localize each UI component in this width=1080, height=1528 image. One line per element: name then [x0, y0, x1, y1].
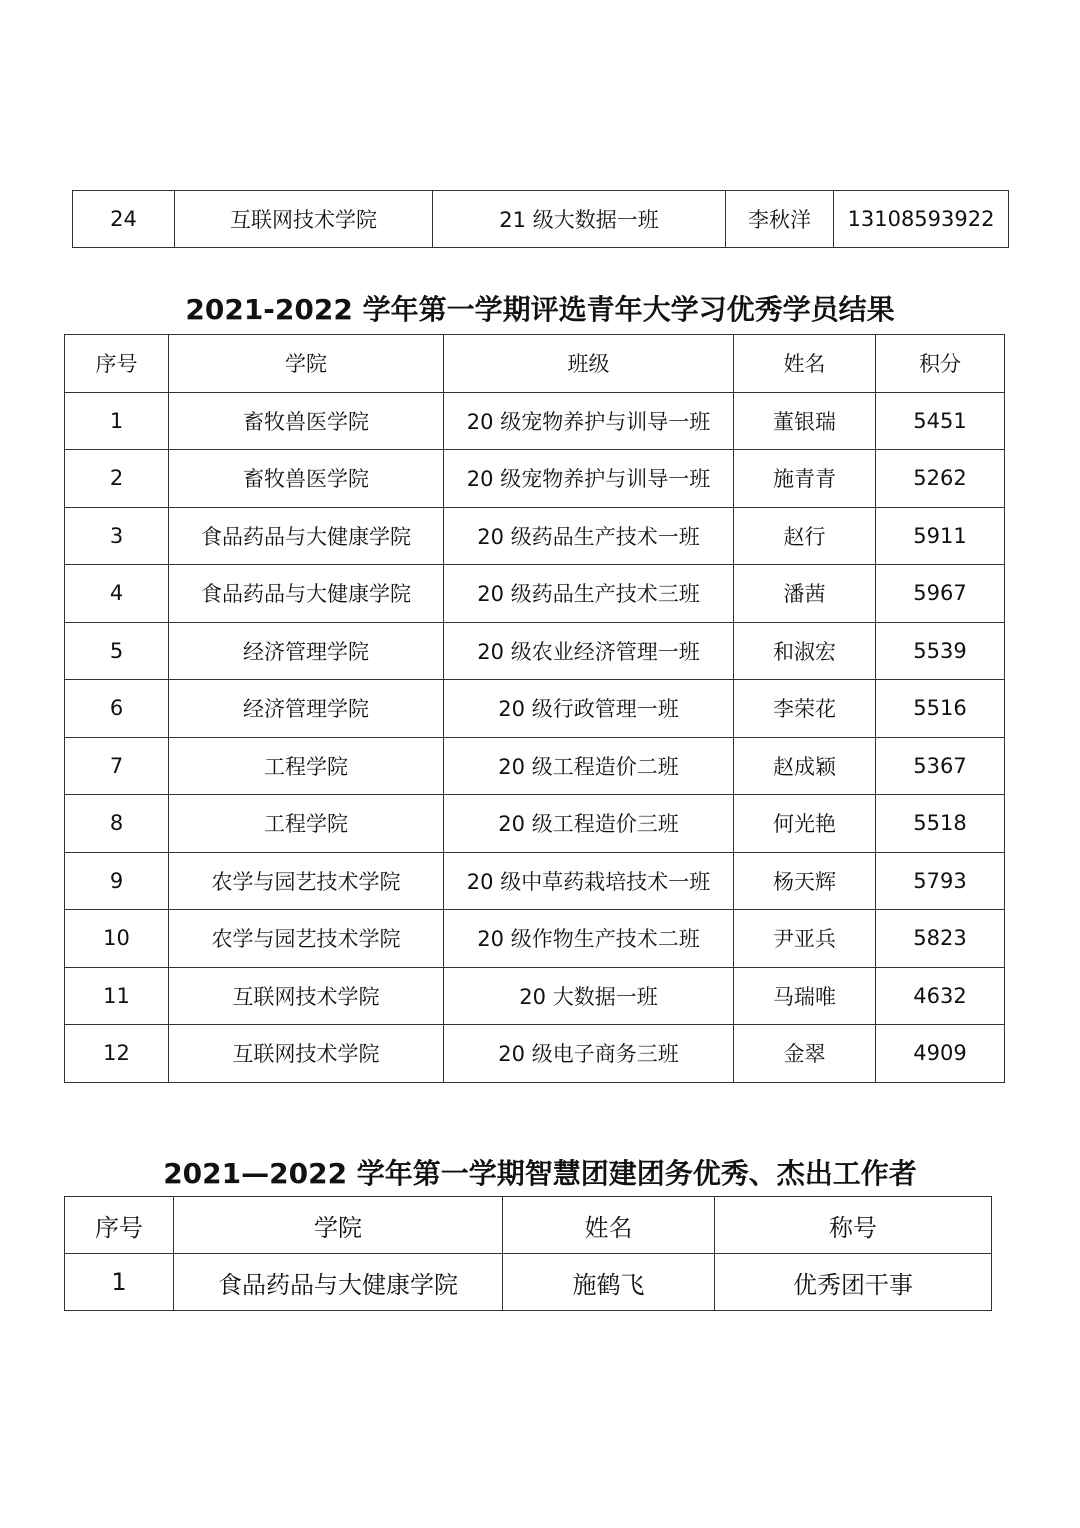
cell-class: 20 级作物生产技术二班 — [444, 910, 734, 968]
cell-college: 经济管理学院 — [169, 680, 444, 738]
cell-score: 5911 — [876, 507, 1005, 565]
cell-class: 20 大数据一班 — [444, 967, 734, 1025]
cell-score: 4909 — [876, 1025, 1005, 1083]
cell-score: 5793 — [876, 852, 1005, 910]
cell-class: 20 级电子商务三班 — [444, 1025, 734, 1083]
cell-name: 李秋洋 — [726, 191, 834, 248]
table-row — [65, 967, 1005, 1025]
cell-name: 马瑞唯 — [734, 967, 876, 1025]
cell-score: 5518 — [876, 795, 1005, 853]
cell-score: 5539 — [876, 622, 1005, 680]
column-header-name: 姓名 — [734, 335, 876, 393]
cell-class: 21 级大数据一班 — [433, 191, 726, 248]
cell-no: 1 — [65, 1254, 174, 1311]
cell-name: 董银瑞 — [734, 392, 876, 450]
cell-no: 11 — [65, 967, 169, 1025]
cell-college: 经济管理学院 — [169, 622, 444, 680]
cell-name: 和淑宏 — [734, 622, 876, 680]
column-header-class: 班级 — [444, 335, 734, 393]
cell-no: 5 — [65, 622, 169, 680]
cell-name: 赵成颖 — [734, 737, 876, 795]
column-header-college: 学院 — [174, 1197, 503, 1254]
cell-class: 20 级行政管理一班 — [444, 680, 734, 738]
cell-name: 施青青 — [734, 450, 876, 508]
cell-name: 李荣花 — [734, 680, 876, 738]
cell-class: 20 级中草药栽培技术一班 — [444, 852, 734, 910]
table-row — [73, 191, 1009, 248]
cell-honor: 优秀团干事 — [715, 1254, 992, 1311]
cell-class: 20 级工程造价二班 — [444, 737, 734, 795]
table-row — [65, 852, 1005, 910]
table-row — [65, 507, 1005, 565]
study-results-table — [64, 334, 1005, 1083]
cell-score: 5262 — [876, 450, 1005, 508]
table-row — [65, 1025, 1005, 1083]
cell-score: 4632 — [876, 967, 1005, 1025]
table-row — [65, 737, 1005, 795]
table-header-row — [65, 1197, 992, 1254]
cell-no: 2 — [65, 450, 169, 508]
cell-name: 尹亚兵 — [734, 910, 876, 968]
cell-college: 工程学院 — [169, 795, 444, 853]
cell-name: 何光艳 — [734, 795, 876, 853]
cell-college: 畜牧兽医学院 — [169, 392, 444, 450]
cell-college: 食品药品与大健康学院 — [169, 565, 444, 623]
column-header-college: 学院 — [169, 335, 444, 393]
table-row — [65, 622, 1005, 680]
cell-class: 20 级药品生产技术一班 — [444, 507, 734, 565]
cell-class: 20 级宠物养护与训导一班 — [444, 392, 734, 450]
cell-no: 10 — [65, 910, 169, 968]
cell-college: 畜牧兽医学院 — [169, 450, 444, 508]
section-title-league: 2021—2022 学年第一学期智慧团建团务优秀、杰出工作者 — [163, 1157, 917, 1190]
cell-college: 食品药品与大健康学院 — [174, 1254, 503, 1311]
cell-score: 5451 — [876, 392, 1005, 450]
carry-over-table — [72, 190, 1009, 248]
cell-college: 互联网技术学院 — [175, 191, 433, 248]
cell-college: 互联网技术学院 — [169, 1025, 444, 1083]
table-row — [65, 795, 1005, 853]
cell-college: 农学与园艺技术学院 — [169, 910, 444, 968]
table-row — [65, 565, 1005, 623]
table-row — [65, 1254, 992, 1311]
cell-class: 20 级工程造价三班 — [444, 795, 734, 853]
cell-class: 20 级宠物养护与训导一班 — [444, 450, 734, 508]
cell-college: 工程学院 — [169, 737, 444, 795]
cell-college: 农学与园艺技术学院 — [169, 852, 444, 910]
table-row — [65, 680, 1005, 738]
column-header-score: 积分 — [876, 335, 1005, 393]
cell-name: 金翠 — [734, 1025, 876, 1083]
table-header-row — [65, 335, 1005, 393]
cell-class: 20 级农业经济管理一班 — [444, 622, 734, 680]
cell-no: 6 — [65, 680, 169, 738]
cell-no: 24 — [73, 191, 175, 248]
table-row — [65, 392, 1005, 450]
cell-no: 1 — [65, 392, 169, 450]
cell-no: 4 — [65, 565, 169, 623]
section-title-study: 2021-2022 学年第一学期评选青年大学习优秀学员结果 — [185, 293, 895, 326]
cell-score: 5367 — [876, 737, 1005, 795]
cell-phone: 13108593922 — [834, 191, 1009, 248]
cell-name: 赵行 — [734, 507, 876, 565]
cell-score: 5823 — [876, 910, 1005, 968]
table-row — [65, 450, 1005, 508]
cell-college: 食品药品与大健康学院 — [169, 507, 444, 565]
column-header-honor: 称号 — [715, 1197, 992, 1254]
cell-score: 5516 — [876, 680, 1005, 738]
cell-class: 20 级药品生产技术三班 — [444, 565, 734, 623]
column-header-name: 姓名 — [503, 1197, 715, 1254]
cell-score: 5967 — [876, 565, 1005, 623]
cell-name: 施鹤飞 — [503, 1254, 715, 1311]
cell-name: 潘茜 — [734, 565, 876, 623]
league-workers-table — [64, 1196, 992, 1311]
cell-no: 8 — [65, 795, 169, 853]
cell-college: 互联网技术学院 — [169, 967, 444, 1025]
column-header-no: 序号 — [65, 335, 169, 393]
column-header-no: 序号 — [65, 1197, 174, 1254]
cell-no: 12 — [65, 1025, 169, 1083]
cell-name: 杨天辉 — [734, 852, 876, 910]
table-row — [65, 910, 1005, 968]
cell-no: 3 — [65, 507, 169, 565]
cell-no: 7 — [65, 737, 169, 795]
cell-no: 9 — [65, 852, 169, 910]
